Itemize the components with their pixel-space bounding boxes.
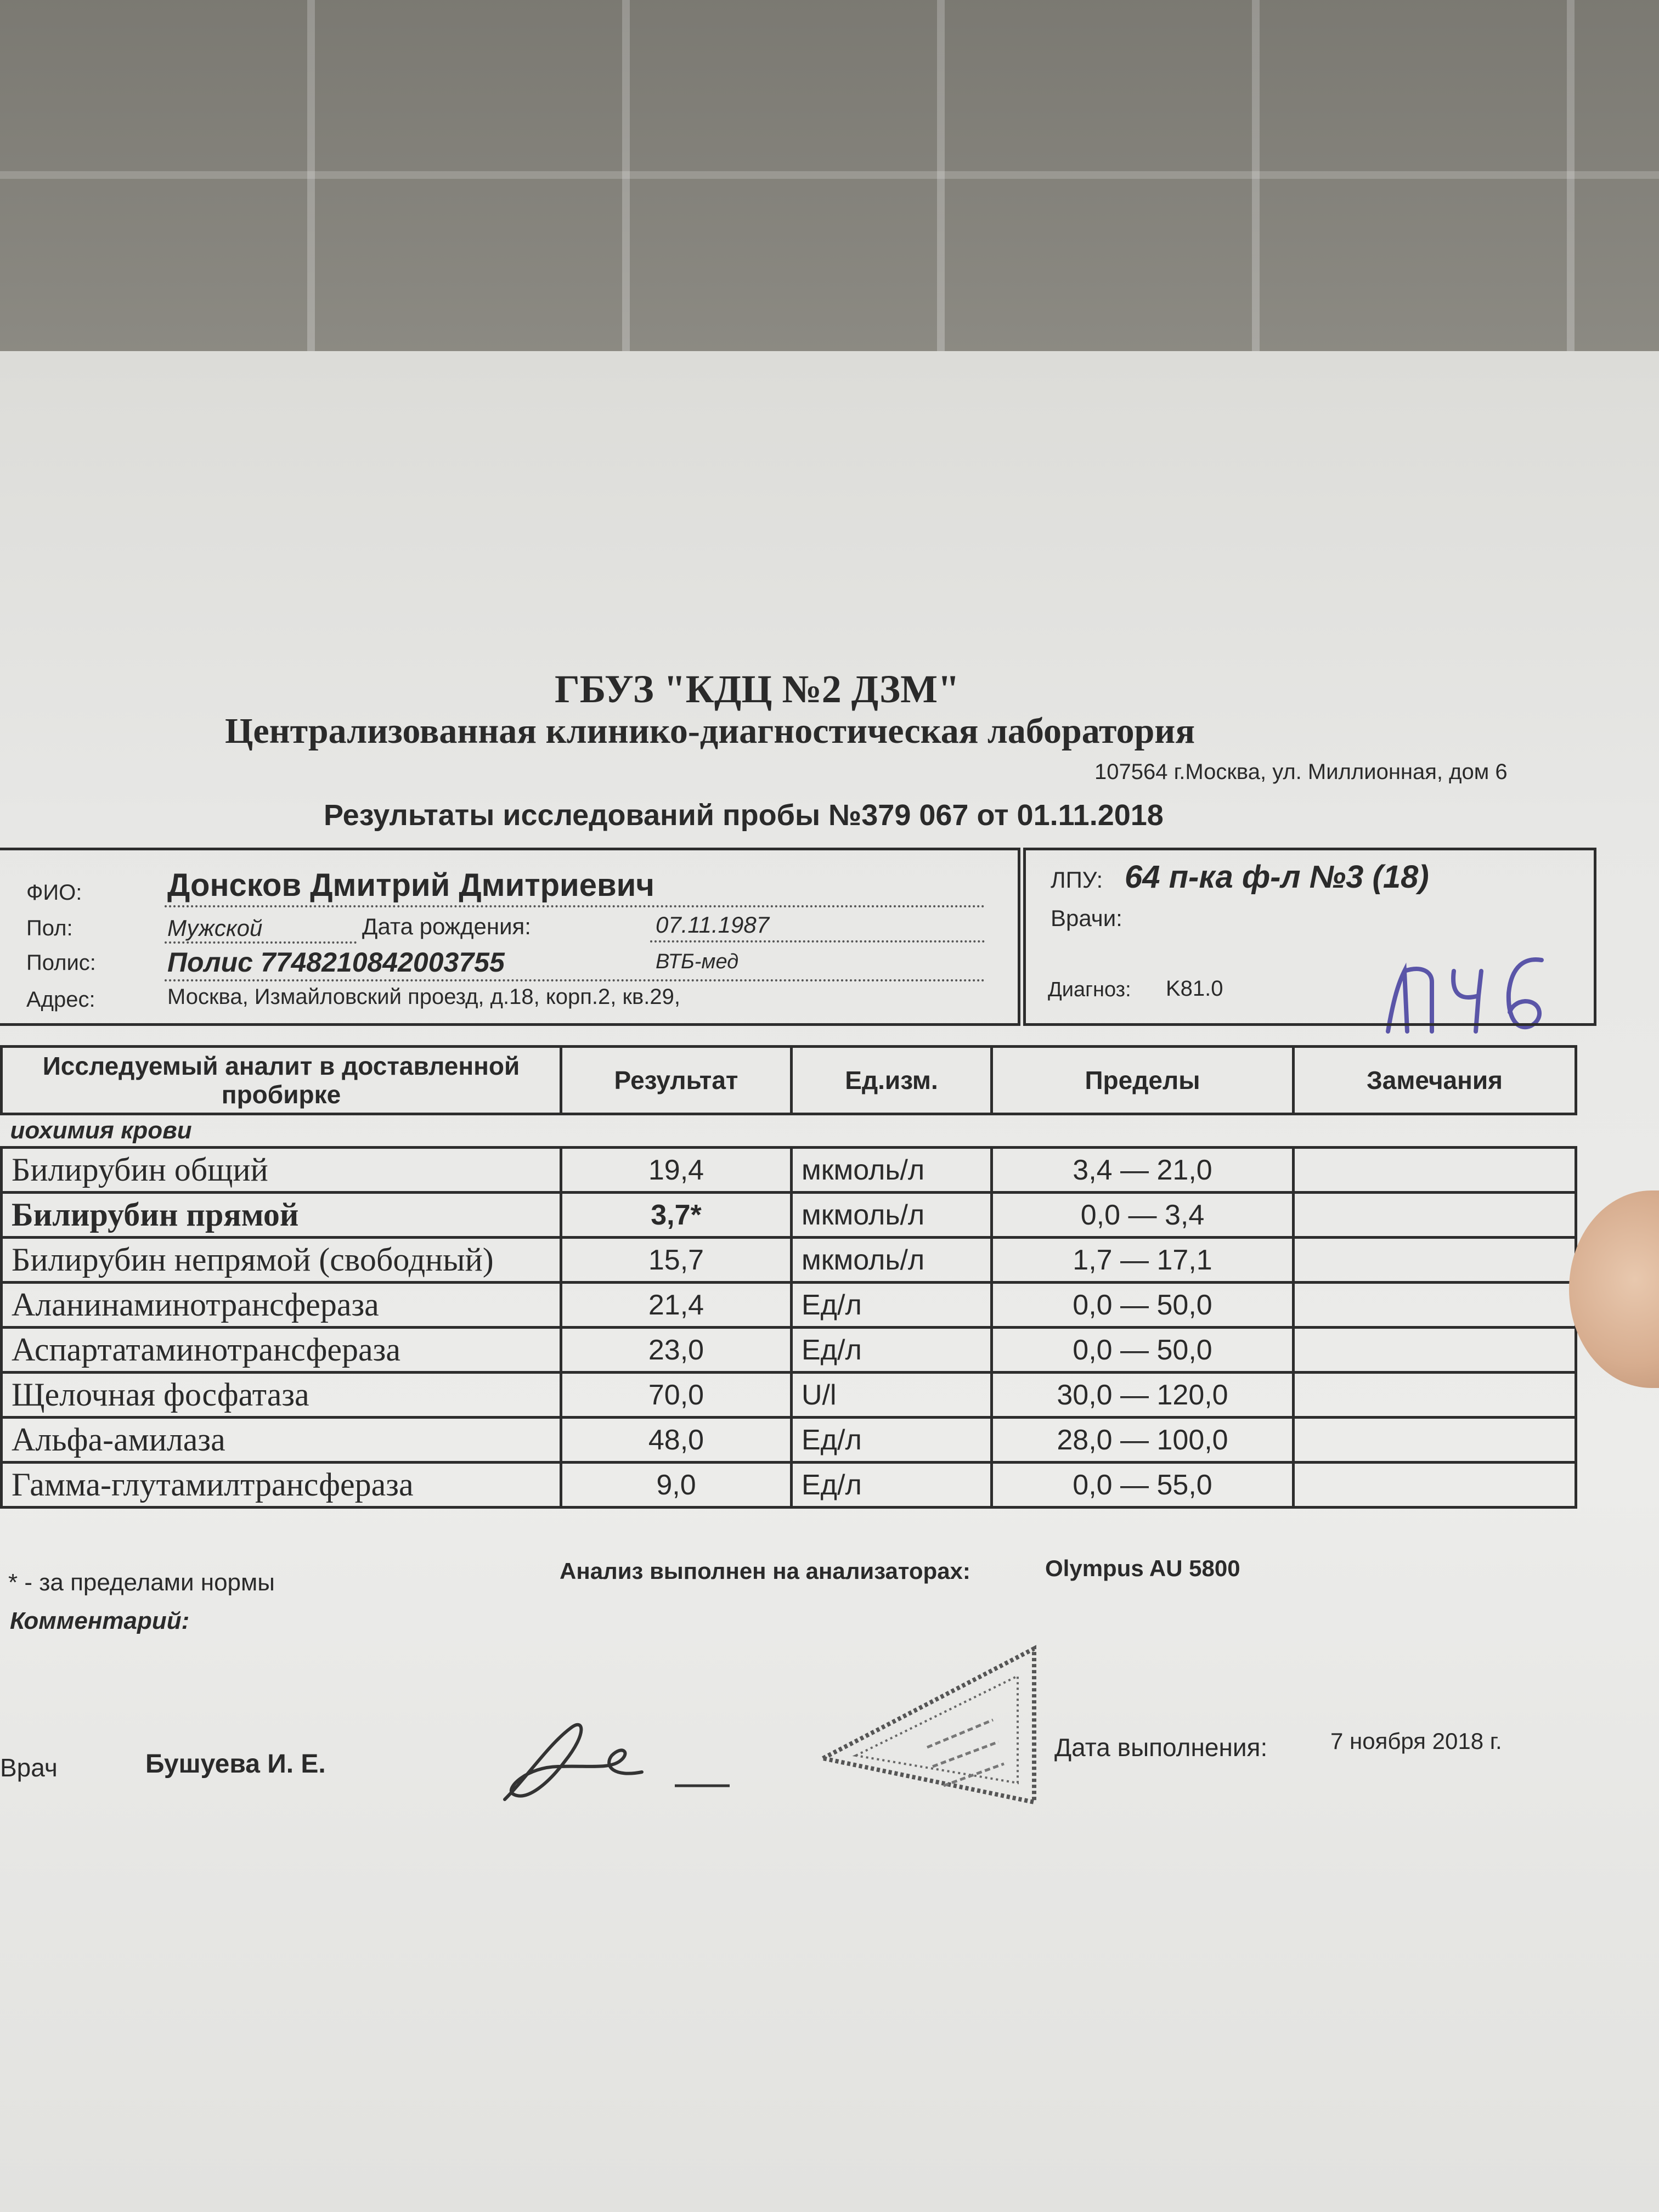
range-value: 0,0 — 50,0 — [992, 1283, 1294, 1328]
table-row — [2, 1148, 1576, 1193]
note-value — [1294, 1148, 1576, 1193]
table-row — [2, 1418, 1576, 1463]
signature — [494, 1701, 746, 1813]
patient-insurer: ВТБ-мед — [656, 950, 739, 973]
header-range: Пределы — [992, 1047, 1294, 1114]
analyte-name: Аланинаминотрансфераза — [2, 1283, 561, 1328]
note-value — [1294, 1418, 1576, 1463]
table-header-row — [2, 1047, 1576, 1114]
range-value: 3,4 — 21,0 — [992, 1148, 1294, 1193]
header-notes: Замечания — [1294, 1047, 1576, 1114]
lab-report-sheet — [0, 351, 1659, 2212]
name-underline — [165, 905, 985, 907]
table-row — [2, 1238, 1576, 1283]
unit-value: U/l — [792, 1373, 992, 1418]
group-label: иохимия крови — [2, 1114, 1576, 1148]
result-value: 21,4 — [561, 1283, 792, 1328]
lpu-value: 64 п-ка ф-л №3 (18) — [1125, 859, 1429, 895]
diagnosis-label: Диагноз: — [1048, 978, 1131, 1001]
patient-sex: Мужской — [167, 915, 263, 941]
note-value — [1294, 1238, 1576, 1283]
sex-label: Пол: — [26, 916, 73, 940]
policy-underline — [165, 979, 985, 981]
result-value: 23,0 — [561, 1328, 792, 1373]
lpu-label: ЛПУ: — [1051, 867, 1103, 893]
doctor-label: Врач — [0, 1753, 58, 1782]
header-unit: Ед.изм. — [792, 1047, 992, 1114]
results-title: Результаты исследований пробы №379 067 от 01.11.2018 — [324, 799, 1164, 832]
note-value — [1294, 1463, 1576, 1508]
result-value: 9,0 — [561, 1463, 792, 1508]
doctors-label: Врачи: — [1051, 905, 1122, 931]
org-title: ГБУЗ "КДЦ №2 ДЗМ" — [554, 667, 960, 711]
result-value: 70,0 — [561, 1373, 792, 1418]
range-value: 30,0 — 120,0 — [992, 1373, 1294, 1418]
result-value: 15,7 — [561, 1238, 792, 1283]
unit-value: Ед/л — [792, 1283, 992, 1328]
note-value — [1294, 1373, 1576, 1418]
table-row — [2, 1328, 1576, 1373]
norm-legend: * - за пределами нормы — [8, 1569, 275, 1596]
range-value: 28,0 — 100,0 — [992, 1418, 1294, 1463]
result-value: 3,7* — [561, 1193, 792, 1238]
comment-label: Комментарий: — [10, 1607, 190, 1634]
group-row — [2, 1114, 1576, 1148]
lab-stamp — [817, 1638, 1048, 1816]
range-value: 1,7 — 17,1 — [992, 1238, 1294, 1283]
table-row — [2, 1283, 1576, 1328]
date-label: Дата выполнения: — [1054, 1733, 1268, 1762]
header-result: Результат — [561, 1047, 792, 1114]
header-analyte: Исследуемый аналит в доставленной пробирке — [2, 1047, 561, 1114]
analyte-name: Щелочная фосфатаза — [2, 1373, 561, 1418]
range-value: 0,0 — 50,0 — [992, 1328, 1294, 1373]
unit-value: мкмоль/л — [792, 1238, 992, 1283]
note-value — [1294, 1193, 1576, 1238]
result-value: 19,4 — [561, 1148, 792, 1193]
lab-address: 107564 г.Москва, ул. Миллионная, дом 6 — [1094, 760, 1508, 784]
analyte-name: Билирубин непрямой (свободный) — [2, 1238, 561, 1283]
address-label: Адрес: — [26, 988, 95, 1012]
analyte-name: Билирубин прямой — [2, 1193, 561, 1238]
analyte-name: Гамма-глутамилтрансфераза — [2, 1463, 561, 1508]
sex-underline — [165, 941, 357, 944]
diagnosis-value: K81.0 — [1166, 977, 1223, 1001]
note-value — [1294, 1328, 1576, 1373]
range-value: 0,0 — 3,4 — [992, 1193, 1294, 1238]
table-row — [2, 1373, 1576, 1418]
fio-label: ФИО: — [26, 881, 82, 905]
note-value — [1294, 1283, 1576, 1328]
analyzer-label: Анализ выполнен на анализаторах: — [560, 1558, 970, 1584]
unit-value: Ед/л — [792, 1418, 992, 1463]
analyte-name: Билирубин общий — [2, 1148, 561, 1193]
patient-policy: Полис 7748210842003755 — [167, 947, 505, 978]
result-value: 48,0 — [561, 1418, 792, 1463]
dob-underline — [650, 940, 985, 943]
lab-title: Централизованная клинико-диагностическая лаборатория — [225, 711, 1195, 751]
finger — [1569, 1190, 1659, 1388]
results-table — [0, 1045, 1577, 1509]
dob-label: Дата рождения: — [362, 913, 531, 939]
patient-dob: 07.11.1987 — [656, 912, 770, 938]
table-row — [2, 1463, 1576, 1508]
unit-value: мкмоль/л — [792, 1193, 992, 1238]
unit-value: Ед/л — [792, 1328, 992, 1373]
patient-name: Донсков Дмитрий Дмитриевич — [167, 867, 654, 903]
unit-value: Ед/л — [792, 1463, 992, 1508]
analyzer-value: Olympus AU 5800 — [1045, 1555, 1240, 1581]
analyte-name: Аспартатаминотрансфераза — [2, 1328, 561, 1373]
unit-value: мкмоль/л — [792, 1148, 992, 1193]
date-value: 7 ноября 2018 г. — [1330, 1728, 1502, 1754]
patient-address: Москва, Измайловский проезд, д.18, корп.2, кв.29, — [167, 985, 680, 1009]
table-row — [2, 1193, 1576, 1238]
doctor-name: Бушуева И. Е. — [145, 1750, 326, 1779]
analyte-name: Альфа-амилаза — [2, 1418, 561, 1463]
range-value: 0,0 — 55,0 — [992, 1463, 1294, 1508]
policy-label: Полис: — [26, 951, 96, 975]
